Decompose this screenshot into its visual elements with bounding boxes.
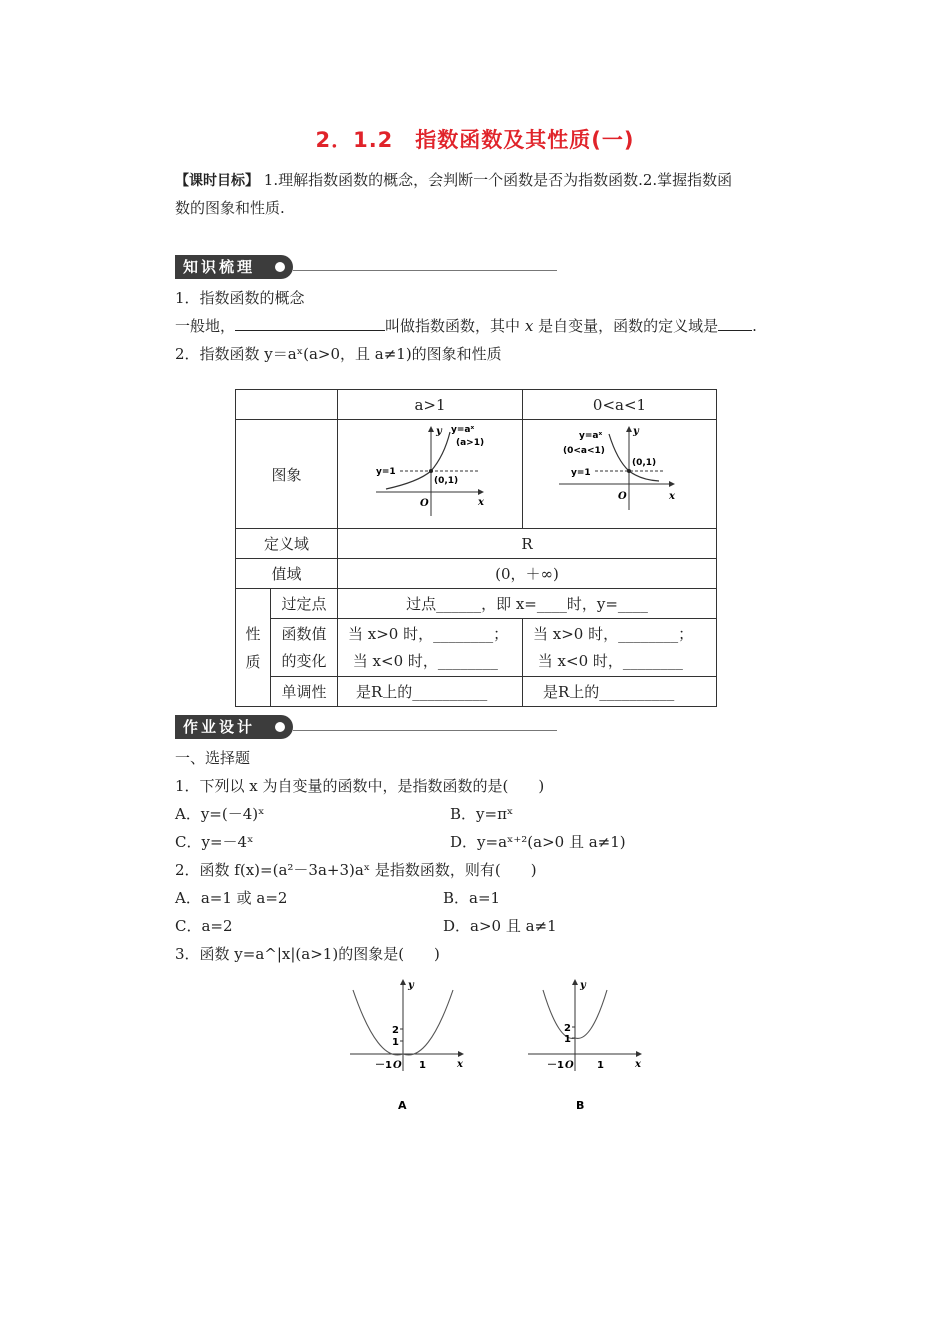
q1-option-b[interactable]: B．y=πˣ (450, 805, 514, 823)
q3-stem: 3．函数 y=a^|x|(a>1)的图象是( ) (175, 945, 440, 963)
fig-b-origin: O (565, 1060, 574, 1071)
q2-option-b[interactable]: B．a=1 (443, 889, 501, 907)
fig-a-tick-2: 2 (392, 1025, 399, 1036)
range-value: (0，＋∞) (338, 559, 717, 589)
fig-b-tick-y1: 1 (564, 1034, 571, 1045)
banner-rule (293, 270, 557, 271)
row-label-properties (236, 589, 271, 707)
change-label-2: 的变化 (281, 651, 327, 670)
row-label-domain: 定义域 (236, 529, 338, 559)
q2-option-c[interactable]: C．a=2 (175, 917, 233, 935)
fig-a-ylabel: y (408, 980, 414, 991)
row-label-graph: 图象 (236, 420, 338, 529)
banner-label: 知识梳理 (175, 255, 293, 279)
concept-text-a: 一般地， (175, 317, 236, 335)
g1-origin: O (420, 498, 429, 509)
goal-text-1: 1.理解指数函数的概念，会判断一个函数是否为指数函数.2.掌握指数函 (263, 171, 733, 189)
banner-dot-icon-2 (275, 722, 285, 732)
concept-text-c: 是自变量，函数的定义域是 (538, 317, 719, 335)
fig-a-tick-neg1: －1 (375, 1060, 392, 1071)
change-cell-a-lt-1[interactable] (523, 619, 717, 677)
concept-line: 一般地， 叫做指数函数，其中 x 是自变量，函数的定义域是 . (175, 312, 815, 340)
fig-a-tick-y1: 1 (392, 1037, 399, 1048)
page-title: 2．1.2 指数函数及其性质(一) (315, 128, 635, 152)
concept-heading: 1．指数函数的概念 (175, 289, 305, 307)
q1-stem: 1．下列以 x 为自变量的函数中，是指数函数的是( ) (175, 777, 545, 795)
g2-hline: y=1 (571, 468, 591, 478)
g1-hline: y=1 (376, 467, 396, 477)
fig-b-tick-neg1: －1 (547, 1060, 564, 1071)
goal-label: 【课时目标】 (175, 173, 259, 189)
row-label-value-change (271, 619, 338, 677)
table-corner (236, 390, 338, 420)
change-label-1: 函数值 (281, 624, 327, 643)
g1-xlabel: x (478, 497, 484, 508)
g1-ylabel: y (436, 426, 442, 437)
q1-option-c[interactable]: C．y=－4ˣ (175, 833, 254, 851)
blank-definition[interactable] (235, 314, 385, 331)
part-heading: 一、选择题 (175, 749, 251, 767)
fig-b-ylabel: y (580, 980, 586, 991)
fig-b-xlabel: x (635, 1059, 641, 1070)
g2-xlabel: x (669, 491, 675, 502)
right-change-1: 当 x>0 时，________； (533, 624, 694, 643)
left-change-1: 当 x>0 时，________； (348, 624, 509, 643)
goal-text-2: 数的图象和性质. (175, 199, 285, 217)
g2-point: (0,1) (632, 458, 657, 468)
fig-b-tick-1: 1 (597, 1060, 604, 1071)
g2-cond: (0<a<1) (563, 446, 605, 456)
fig-a-origin: O (393, 1060, 402, 1071)
change-cell-a-gt-1[interactable] (338, 619, 523, 677)
concept-text-d: . (752, 317, 757, 335)
g2-ylabel: y (633, 426, 639, 437)
g1-point: (0,1) (434, 476, 459, 486)
col-header-a-lt-1: 0<a<1 (523, 390, 717, 420)
q2-stem: 2．函数 f(x)=(a²－3a+3)aˣ 是指数函数，则有( ) (175, 861, 537, 879)
blank-domain[interactable] (718, 314, 752, 331)
graph-heading: 2．指数函数 y＝aˣ(a>0，且 a≠1)的图象和性质 (175, 345, 502, 363)
right-change-2: 当 x<0 时，________ (537, 651, 683, 670)
mono-a-gt-1[interactable]: 是R上的__________ (338, 677, 523, 707)
goal-line-1 (175, 166, 815, 195)
row-label-fixed-point: 过定点 (271, 589, 338, 619)
fig-b-caption: B (576, 1099, 585, 1112)
graph-cell-a-gt-1 (338, 420, 523, 529)
g1-cond: (a>1) (456, 438, 485, 448)
prop-label-1: 性 (245, 624, 261, 643)
figure-b[interactable] (518, 975, 648, 1115)
graph-a-lt-1 (523, 420, 716, 524)
banner-rule-2 (293, 730, 557, 731)
g2-curve: y=aˣ (579, 431, 603, 441)
fixed-point-text[interactable]: 过点______，即 x=____时，y=____ (338, 589, 717, 619)
section-banner-homework (175, 715, 557, 741)
row-label-range: 值域 (236, 559, 338, 589)
row-label-monotonic: 单调性 (271, 677, 338, 707)
g1-curve: y=aˣ (451, 425, 475, 435)
col-header-a-gt-1: a>1 (338, 390, 523, 420)
banner-label-2: 作业设计 (175, 715, 293, 739)
fig-a-xlabel: x (457, 1059, 463, 1070)
q1-option-a[interactable]: A．y=(－4)ˣ (175, 805, 265, 823)
prop-label-2: 质 (245, 652, 261, 671)
graph-cell-a-lt-1 (523, 420, 717, 529)
concept-text-b: 叫做指数函数，其中 (385, 317, 521, 335)
q2-option-a[interactable]: A．a=1 或 a=2 (175, 889, 288, 907)
fig-b-tick-2: 2 (564, 1023, 571, 1034)
q2-option-d[interactable]: D．a>0 且 a≠1 (443, 917, 557, 935)
domain-value: R (338, 529, 717, 559)
q1-option-d[interactable]: D．y=aˣ⁺²(a>0 且 a≠1) (450, 833, 626, 851)
banner-dot-icon (275, 262, 285, 272)
fig-a-tick-1: 1 (419, 1060, 426, 1071)
mono-a-lt-1[interactable]: 是R上的__________ (523, 677, 717, 707)
section-banner-knowledge (175, 255, 557, 281)
g2-origin: O (618, 491, 627, 502)
figure-a[interactable] (340, 975, 470, 1115)
fig-a-caption: A (398, 1099, 407, 1112)
graph-a-gt-1 (338, 420, 522, 524)
left-change-2: 当 x<0 时，________ (352, 651, 498, 670)
properties-table (235, 389, 717, 707)
